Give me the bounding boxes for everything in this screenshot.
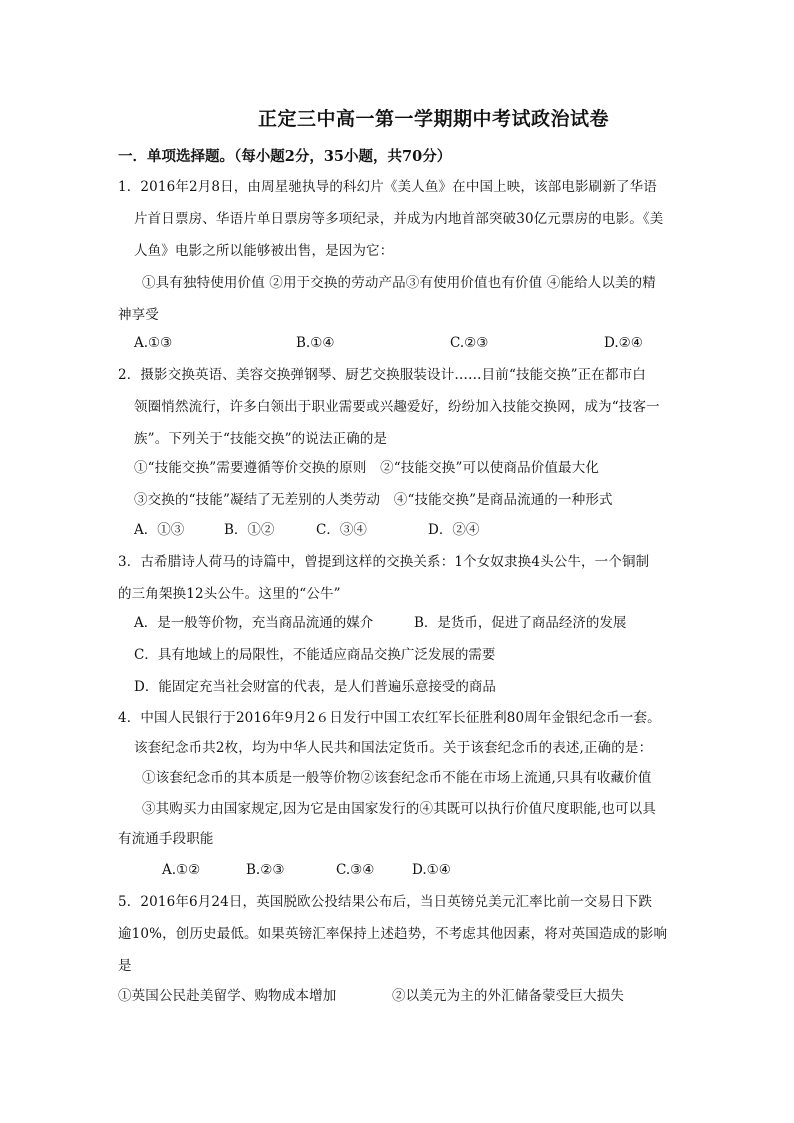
q3-stem-line2: 的三角架换12头公牛。这里的“公牛” xyxy=(118,586,341,602)
q5-statement-2: ②以美元为主的外汇储备蒙受巨大损失 xyxy=(392,988,625,1004)
exam-title: 正定三中高一第一学期期中考试政治试卷 xyxy=(258,108,610,130)
q2-statements-line2: ③交换的“技能”凝结了无差别的人类劳动 ④“技能交换”是商品流通的一种形式 xyxy=(134,492,613,508)
q2-option-b: B．①② xyxy=(224,522,275,538)
q4-stem-line1: 4．中国人民银行于2016年9月2６日发行中国工农红军长征胜利80周年金银纪念币一套。 xyxy=(118,710,661,726)
q4-statements-line3: 有流通手段职能 xyxy=(118,831,214,847)
q4-option-b: B.②③ xyxy=(246,862,285,878)
q3-option-d: D．能固定充当社会财富的代表，是人们普遍乐意接受的商品 xyxy=(134,679,496,695)
q2-stem-line1: 2．摄影交换英语、美容交换弹钢琴、厨艺交换服装设计……目前“技能交换”正在都市白 xyxy=(118,367,646,383)
q3-option-a: A．是一般等价物，充当商品流通的媒介 xyxy=(134,615,374,631)
q1-option-b: B.①④ xyxy=(296,335,335,351)
q4-statements-line1: ①该套纪念币的其本质是一般等价物②该套纪念币不能在市场上流通,只具有收藏价值 xyxy=(142,770,652,786)
q1-option-a: A.①③ xyxy=(134,335,173,351)
q2-stem-line3: 族”。下列关于“技能交换”的说法正确的是 xyxy=(134,431,388,447)
q1-stem-line2: 片首日票房、华语片单日票房等多项纪录，并成为内地首部突破30亿元票房的电影。《美 xyxy=(134,211,664,227)
q1-option-c: C.②③ xyxy=(450,335,489,351)
q3-option-b: B．是货币，促进了商品经济的发展 xyxy=(414,615,627,631)
q1-stem-line1: 1．2016年2月8日，由周星驰执导的科幻片《美人鱼》在中国上映，该部电影刷新了华语 xyxy=(118,179,657,195)
q3-option-c: C．具有地域上的局限性，不能适应商品交换广泛发展的需要 xyxy=(134,647,496,663)
q2-option-d: D．②④ xyxy=(428,522,480,538)
q1-stem-line3: 人鱼》电影之所以能够被出售，是因为它： xyxy=(134,243,394,259)
q2-option-a: A．①③ xyxy=(134,522,185,538)
q4-option-a: A.①② xyxy=(162,862,201,878)
q5-statement-1: ①英国公民赴美留学、购物成本增加 xyxy=(118,988,337,1004)
q5-stem-line1: 5．2016年6月24日，英国脱欧公投结果公布后，当日英镑兑美元汇率比前一交易日下跌 xyxy=(118,894,653,910)
q4-option-d: D.①④ xyxy=(412,862,451,878)
q2-option-c: C．③④ xyxy=(316,522,367,538)
q5-stem-line2: 逾10%，创历史最低。如果英镑汇率保持上述趋势，不考虑其他因素，将对英国造成的影响 xyxy=(118,926,668,942)
q1-option-d: D.②④ xyxy=(604,335,643,351)
q2-statements-line1: ①“技能交换”需要遵循等价交换的原则 ②“技能交换”可以使商品价值最大化 xyxy=(134,460,600,476)
section-heading: 一．单项选择题。（每小题2分，35小题，共70分） xyxy=(118,148,452,165)
q1-statements-line1: ①具有独特使用价值 ②用于交换的劳动产品③有使用价值也有价值 ④能给人以美的精 xyxy=(142,275,656,291)
q3-stem-line1: 3．古希腊诗人荷马的诗篇中，曾提到这样的交换关系：1个女奴隶换4头公牛，一个铜制 xyxy=(118,554,650,570)
q4-option-c: C.③④ xyxy=(336,862,375,878)
q2-stem-line2: 领圈悄然流行，许多白领出于职业需要或兴趣爱好，纷纷加入技能交换网，成为“技客一 xyxy=(134,399,660,415)
q4-statements-line2: ③其购买力由国家规定,因为它是由国家发行的④其既可以执行价值尺度职能,也可以具 xyxy=(142,801,656,817)
q4-stem-line2: 该套纪念币共2枚，均为中华人民共和国法定货币。关于该套纪念币的表述,正确的是： xyxy=(134,740,653,756)
q1-statements-line2: 神享受 xyxy=(118,307,159,323)
q5-stem-line3: 是 xyxy=(118,958,132,974)
